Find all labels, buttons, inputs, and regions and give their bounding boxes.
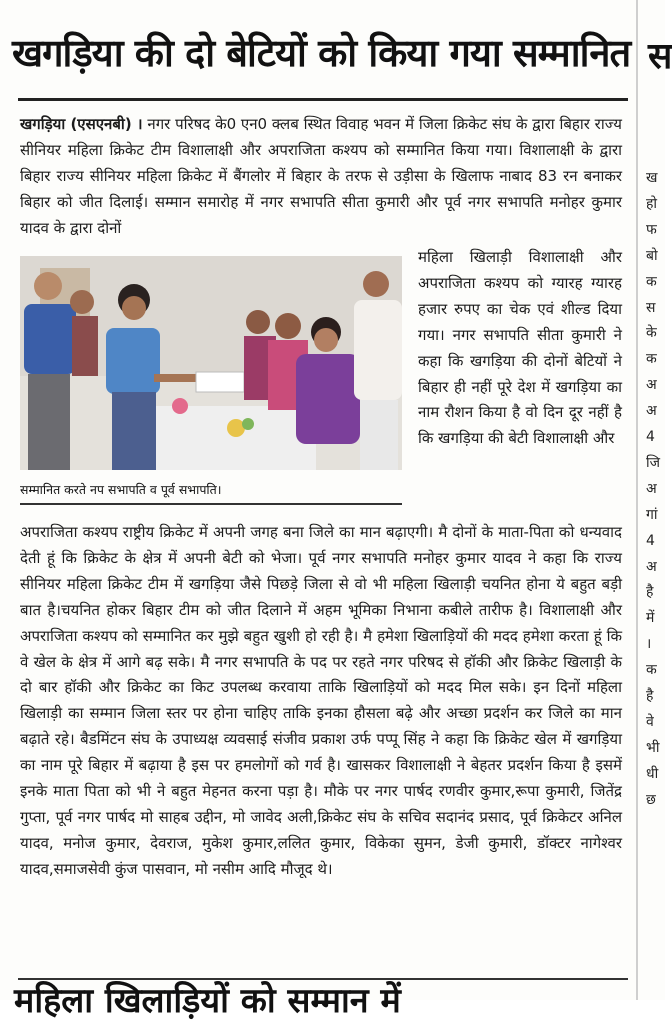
adjacent-text-fragment: धी	[646, 765, 659, 782]
adjacent-text-fragment: अ	[646, 558, 657, 575]
article-intro-text: नगर परिषद के0 एन0 क्लब स्थित विवाह भवन में जिला क्रिकेट संघ के द्वारा बिहार राज्य सीनियर महिला क्रिकेट टीम विशालाक्षी और अपराजिता कश्यप को सम्मानित किया गया। विशालाक्षी के द्वारा बिहार राज्य सीनियर महिला क्रिकेट में बैंगलोर में बिहार के तरफ से उड़ीसा के खिलाफ नाबाद 83 रन बनाकर बिहार को जीत दिलाई। सम्मान समारोह में नगर सभापति सीता कुमारी और पूर्व नगर सभापति मनोहर कुमार यादव के द्वारा दोनों	[20, 115, 622, 237]
adjacent-text-fragment: वे	[646, 713, 654, 730]
adjacent-headline-fragment: स	[648, 36, 672, 77]
column-divider	[636, 0, 638, 1000]
adjacent-text-fragment: में	[646, 610, 655, 627]
adjacent-text-fragment: ।	[646, 636, 652, 653]
article-side-paragraph: महिला खिलाड़ी विशालाक्षी और अपराजिता कश्यप को ग्यारह ग्यारह हजार रुपए का चेक एवं शील्ड दिया गया। नगर सभापति सीता कुमारी ने कहा कि खगड़िया की दोनों बेटियों ने बिहार ही नहीं पूरे देश में खगड़िया का नाम रौशन किया है वो दिन दूर नहीं है कि खगड़िया की बेटी विशालाक्षी और	[418, 248, 622, 448]
adjacent-text-fragment: है	[646, 584, 654, 601]
award-ceremony-illustration	[20, 256, 402, 470]
adjacent-text-fragment: जि	[646, 454, 661, 471]
article-bottom-rule	[18, 978, 628, 980]
adjacent-text-fragment: के	[646, 325, 657, 342]
article-main-paragraph: अपराजिता कश्यप राष्ट्रीय क्रिकेट में अपनी जगह बना जिले का मान बढ़ाएगी। मै दोनों के माता-पिता को धन्यवाद देती हूं कि क्रिकेट के क्षेत्र में अपनी बेटी को भेजा। पूर्व नगर सभापति मनोहर कुमार यादव ने कहा कि राज्य सीनियर महिला क्रिकेट टीम में खगड़िया जैसे पिछड़े जिला से वो भी महिला खिलाड़ी चयनित होना ये बहुत बड़ी बात है।चयनित होकर बिहार टीम को जीत दिलाने में अहम भूमिका निभाना कबीले तारीफ है। विशालाक्षी और अपराजिता कश्यप को सम्मानित कर मुझे बहुत खुशी हो रही है। मै हमेशा खिलाड़ियों की मदद हमेशा करता हूं कि वे खेल के क्षेत्र में आगे बढ़ सके। मै नगर सभापति के पद पर रहते नगर परिषद से हॉकी और क्रिकेट खिलाड़ी के दो बार हॉकी और क्रिकेट का किट उपलब्ध करवाया ताकि खिलाड़ियों को मदद मिल सके। इन दिनों महिला खिलाड़ी का सम्मान जिला स्तर पर होना चाहिए ताकि इनका हौसला बढ़े और अच्छा प्रदर्शन कर जिले का मान बढ़ाते रहे। बैडमिंटन संघ के उपाध्यक्ष व्यवसाई संजीव प्रकाश उर्फ पप्पू सिंह ने कहा कि क्रिकेट खेल में खगड़िया का नाम पूरे बिहार में बढ़ाया है इस पर हमलोगों को गर्व है। खासकर विशालाक्षी ने बेहतर प्रदर्शन किया है इसमें इनके माता पिता को भी ने बहुत मेहनत करना पड़ा है। मौके पर नगर पार्षद रणवीर कुमार,रूपा कुमारी, जितेंद्र गुप्ता, पूर्व नगर पार्षद मो साहब उद्दीन, मो जावेद अली,क्रिकेट संघ के सचिव सदानंद प्रसाद, पूर्व क्रिकेटर अनिल यादव, मनोज कुमार, देवराज, मुकेश कुमार,ललित कुमार, विकेका सुमन, डेजी कुमारी, डॉक्टर नागेश्वर यादव,समाजसेवी कुंज पासवान, मो नसीम आदि मौजूद थे।	[20, 523, 622, 878]
adjacent-text-fragment: है	[646, 688, 654, 704]
adjacent-text-fragment: क	[646, 273, 657, 290]
award-photo	[20, 256, 402, 470]
article-intro-paragraph	[20, 112, 622, 242]
adjacent-text-fragment: फ	[646, 221, 657, 238]
adjacent-text-fragment: भी	[646, 739, 660, 756]
adjacent-text-fragment: 4	[646, 532, 655, 549]
photo-caption: सम्मानित करते नप सभापति व पूर्व सभापति।	[20, 482, 222, 497]
adjacent-text-fragment: स	[646, 299, 656, 316]
article-headline: खगड़िया की दो बेटियों को किया गया सम्मानित	[12, 31, 631, 75]
adjacent-text-fragment: क	[646, 662, 657, 679]
adjacent-column	[640, 0, 672, 1000]
adjacent-text-fragment: ख	[646, 170, 658, 186]
caption-rule	[20, 503, 402, 505]
headline-rule	[18, 98, 628, 101]
adjacent-text-fragment: क	[646, 351, 657, 368]
adjacent-text-fragment: बो	[646, 247, 658, 264]
article-dateline: खगड़िया (एसएनबी) ।	[20, 115, 143, 133]
adjacent-text-fragment: अ	[646, 377, 657, 394]
adjacent-text-fragment: छ	[646, 791, 656, 808]
adjacent-text-fragment: 4	[646, 429, 655, 445]
adjacent-text-fragment: गां	[646, 506, 658, 523]
adjacent-text-fragment: हो	[646, 195, 658, 212]
adjacent-text-fragment: अ	[646, 403, 657, 420]
next-article-headline: महिला खिलाड़ियों को सम्मान में	[14, 981, 401, 1021]
adjacent-text-fragment: अ	[646, 480, 657, 497]
